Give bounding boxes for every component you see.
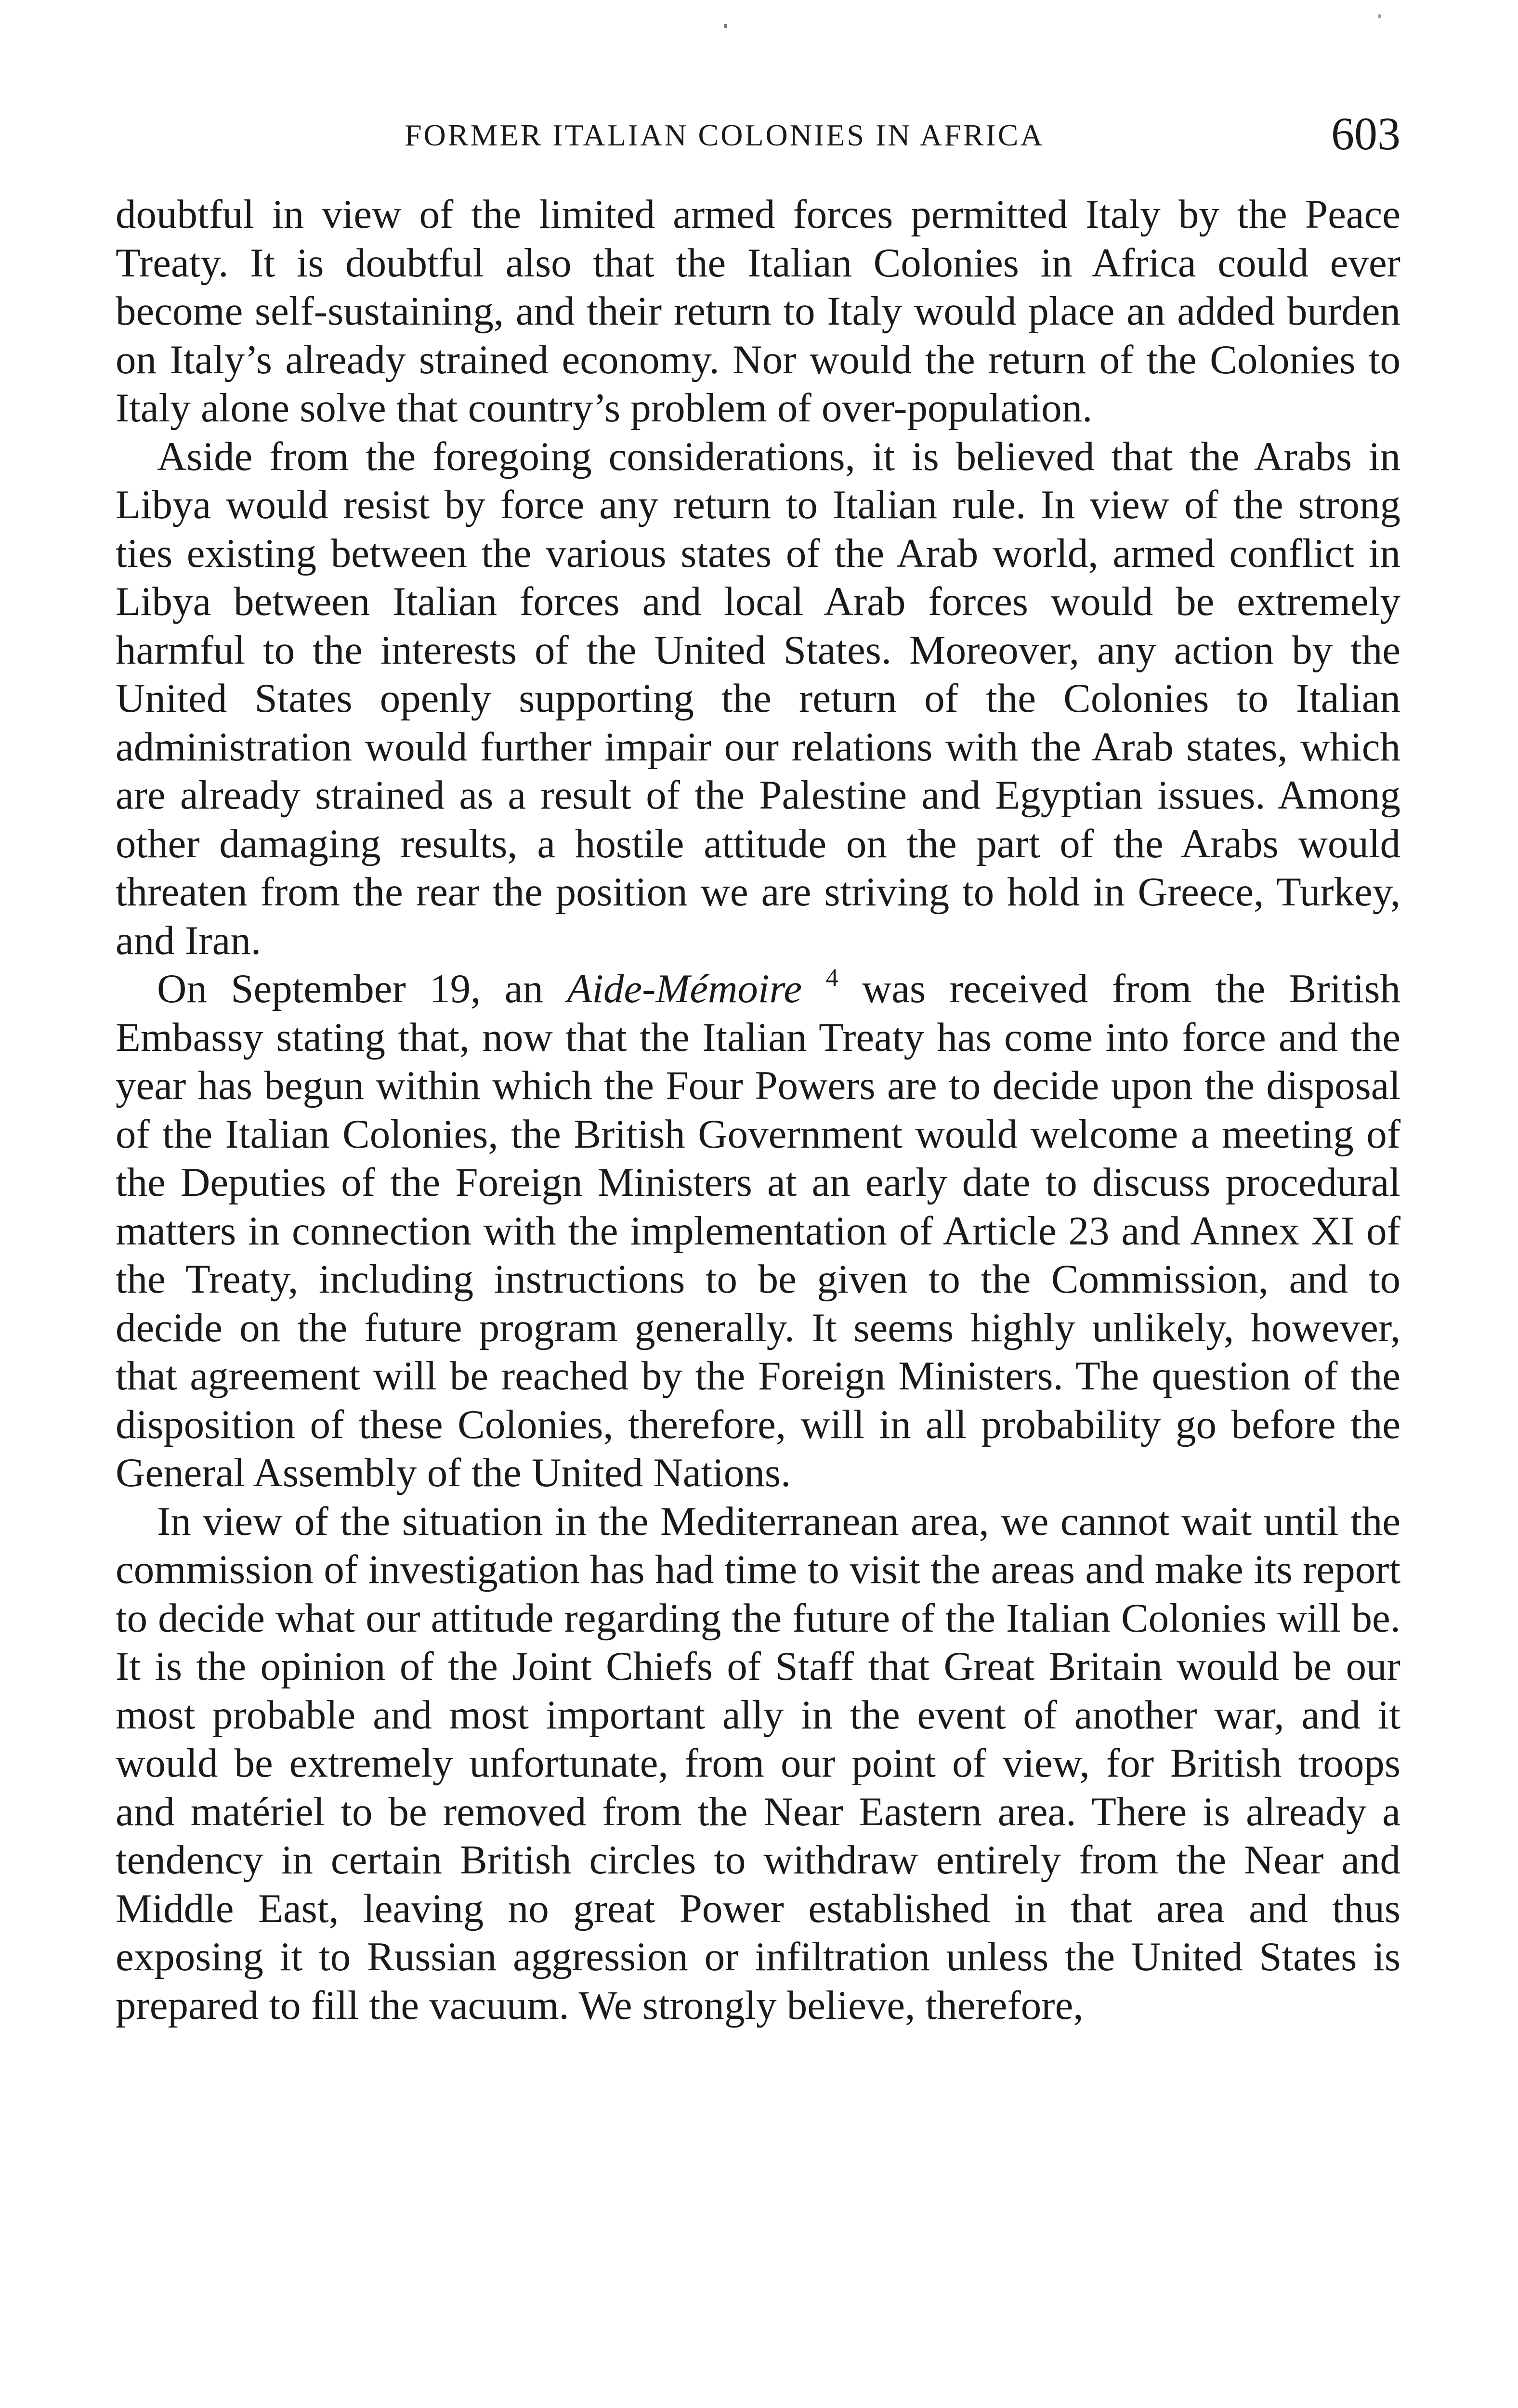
paragraph-text: was received from the British Embassy stating that, now that the Italian Treaty has come into force and the year has begun within which the Four Powers are to decide upon the disposal of the Italian Colonies, the British Government would welcome a meeting of the Deputies of the Foreign Ministers at an early date to discuss procedural matters in connection with the implementation of Article 23 and Annex XI of the Treaty, including instructions to be given to the Commission, and to decide on the future program generally. It seems highly unlikely, however, that agreement will be reached by the Foreign Ministers. The question of the disposition of these Colonies, therefore, will in all probability go before the General Assembly of the United Nations. — [116, 966, 1401, 1495]
aide-memoire-term: Aide-Mémoire — [567, 966, 802, 1011]
paragraph — [116, 1497, 1400, 2030]
paragraph-text: On September 19, an — [157, 966, 567, 1011]
scan-speck — [1378, 14, 1381, 18]
paragraph — [116, 432, 1400, 965]
paragraph-text: Aside from the foregoing considerations, it is believed that the Arabs in Libya would resist by force any return to Italian rule. In view of the strong ties existing between the various states of the Arab world, armed conflict in Libya between Italian forces and local Arab forces would be extremely harmful to the interests of the United States. Moreover, any action by the United States openly supporting the return of the Colonies to Italian administration would further impair our relations with the Arab states, which are already strained as a result of the Palestine and Egyptian issues. Among other damaging results, a hostile attitude on the part of the Arabs would threaten from the rear the position we are striving to hold in Greece, Turkey, and Iran. — [116, 433, 1400, 963]
paragraph — [116, 965, 1400, 1497]
running-head: FORMER ITALIAN COLONIES IN AFRICA — [405, 118, 1045, 152]
scan-speck — [724, 24, 727, 28]
footnote-reference[interactable]: 4 — [825, 964, 838, 992]
paragraph-text: In view of the situation in the Mediterranean area, we cannot wait until the commission of investigation has had time to visit the areas and make its report to decide what our attitude regarding the future of the Italian Colonies will be. It is the opinion of the Joint Chiefs of Staff that Great Britain would be our most probable and most important ally in the event of another war, and it would be extremely unfortunate, from our point of view, for British troops and matériel to be removed from the Near Eastern area. There is already a tendency in certain British circles to withdraw entirely from the Near and Middle East, leaving no great Power established in that area and thus exposing it to Russian aggression or infiltration unless the United States is prepared to fill the vacuum. We strongly believe, therefore, — [116, 1498, 1400, 2028]
body-text — [116, 190, 1400, 2029]
paragraph — [116, 190, 1400, 432]
paragraph-text: doubtful in view of the limited armed forces permitted Italy by the Peace Treaty. It is doubtful also that the Italian Colonies in Africa could ever become self-sustaining, and their return to Italy would place an added burden on Italy’s already strained economy. Nor would the return of the Colonies to Italy alone solve that country’s problem of over-population. — [116, 192, 1400, 431]
page-number: 603 — [1331, 108, 1400, 159]
page-header — [116, 107, 1400, 160]
